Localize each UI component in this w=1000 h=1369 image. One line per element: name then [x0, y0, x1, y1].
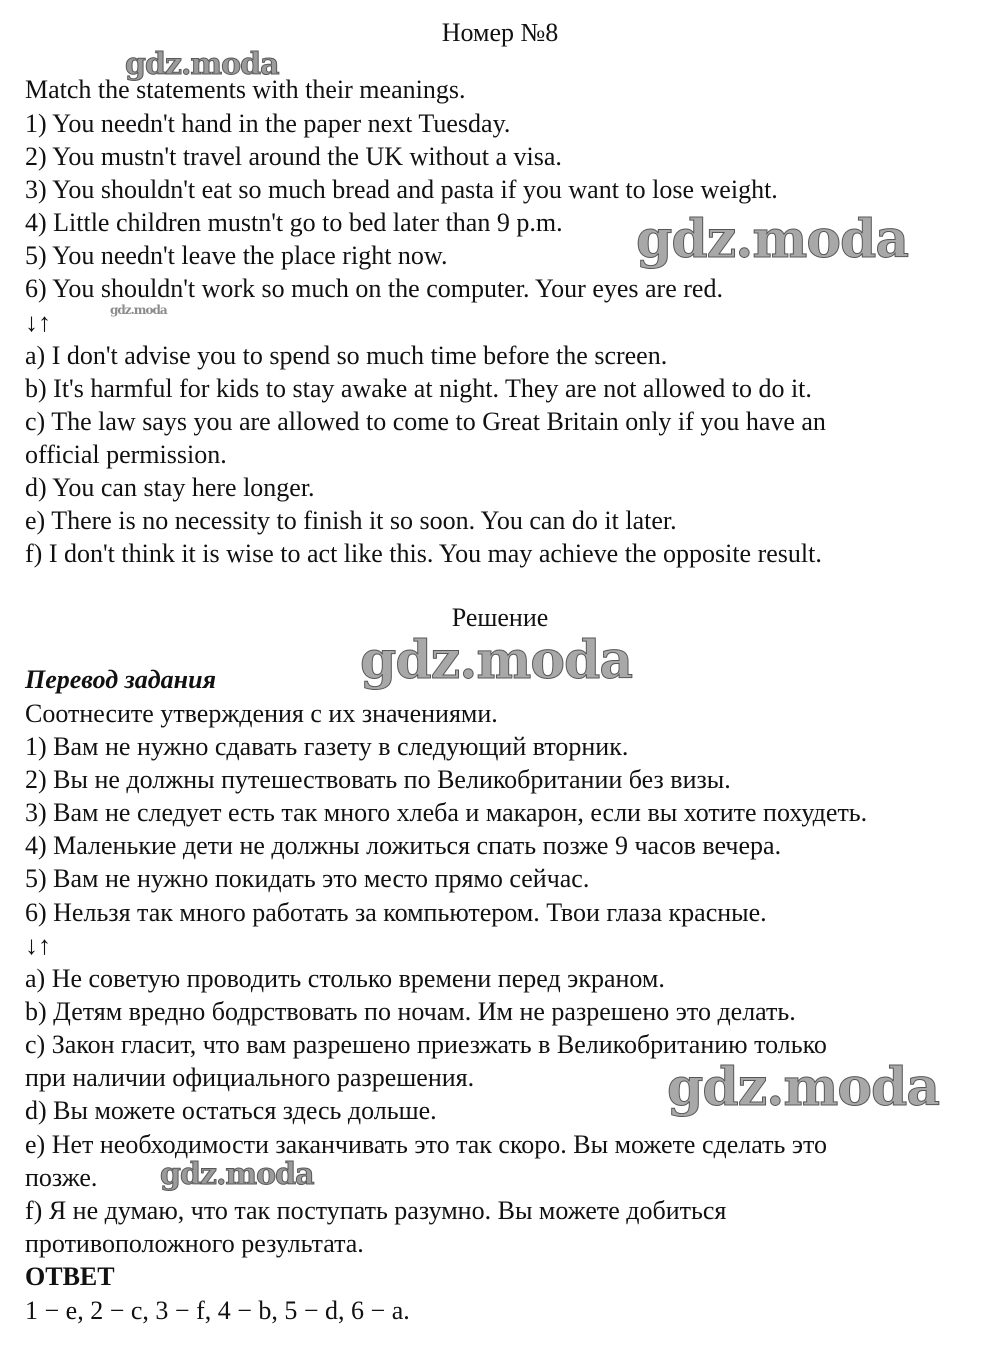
translation-meaning: противоположного результата.	[25, 1229, 364, 1258]
task-meaning: e) There is no necessity to finish it so soon. You can do it later.	[25, 506, 677, 535]
task-meaning: c) The law says you are allowed to come to Great Britain only if you have an	[25, 407, 826, 436]
translation-meaning: e) Нет необходимости заканчивать это так скоро. Вы можете сделать это	[25, 1130, 828, 1159]
translation-arrows: ↓↑	[25, 931, 51, 960]
task-meaning: b) It's harmful for kids to stay awake at night. They are not allowed to do it.	[25, 374, 812, 403]
task-arrows: ↓↑	[25, 308, 51, 337]
task-meaning: a) I don't advise you to spend so much time before the screen.	[25, 341, 668, 370]
task-meaning: d) You can stay here longer.	[25, 473, 315, 502]
answer-text: 1 − e, 2 − c, 3 − f, 4 − b, 5 − d, 6 − a.	[25, 1296, 410, 1325]
task-statement: 1) You needn't hand in the paper next Tuesday.	[25, 109, 511, 138]
task-statement: 2) You mustn't travel around the UK without a visa.	[25, 142, 562, 171]
watermark-logo: gdz.moda	[110, 303, 167, 317]
translation-statement: 2) Вы не должны путешествовать по Великобритании без визы.	[25, 765, 731, 794]
watermark-logo: gdz.moda	[125, 47, 279, 82]
watermark-logo: gdz.moda	[360, 630, 633, 691]
translation-statement: 4) Маленькие дети не должны ложиться спать позже 9 часов вечера.	[25, 831, 782, 860]
translation-heading: Перевод задания	[25, 665, 216, 694]
translation-statement: 1) Вам не нужно сдавать газету в следующий вторник.	[25, 732, 629, 761]
task-meaning: official permission.	[25, 440, 227, 469]
translation-instruction: Соотнесите утверждения с их значениями.	[25, 699, 498, 728]
translation-statement: 6) Нельзя так много работать за компьютером. Твои глаза красные.	[25, 898, 767, 927]
translation-meaning: позже.	[25, 1163, 98, 1192]
watermark-logo: gdz.moda	[636, 209, 909, 270]
translation-meaning: a) Не советую проводить столько времени перед экраном.	[25, 964, 665, 993]
answer-heading: ОТВЕТ	[25, 1262, 115, 1291]
translation-statement: 5) Вам не нужно покидать это место прямо сейчас.	[25, 864, 590, 893]
task-statement: 3) You shouldn't eat so much bread and pasta if you want to lose weight.	[25, 175, 778, 204]
task-statement: 5) You needn't leave the place right now.	[25, 241, 448, 270]
translation-meaning: c) Закон гласит, что вам разрешено приезжать в Великобританию только	[25, 1030, 827, 1059]
solution-heading: Решение	[451, 603, 549, 632]
page-title: Номер №8	[441, 18, 559, 47]
watermark-logo: gdz.moda	[160, 1157, 314, 1192]
translation-meaning: b) Детям вредно бодрствовать по ночам. Им не разрешено это делать.	[25, 997, 796, 1026]
task-instruction: Match the statements with their meanings.	[25, 75, 466, 104]
task-statement: 6) You shouldn't work so much on the computer. Your eyes are red.	[25, 274, 723, 303]
watermark-logo: gdz.moda	[667, 1057, 940, 1118]
translation-meaning: f) Я не думаю, что так поступать разумно. Вы можете добиться	[25, 1196, 727, 1225]
task-statement: 4) Little children mustn't go to bed later than 9 p.m.	[25, 208, 563, 237]
task-meaning: f) I don't think it is wise to act like this. You may achieve the opposite result.	[25, 539, 822, 568]
translation-meaning: d) Вы можете остаться здесь дольше.	[25, 1096, 437, 1125]
translation-statement: 3) Вам не следует есть так много хлеба и макарон, если вы хотите похудеть.	[25, 798, 868, 827]
translation-meaning: при наличии официального разрешения.	[25, 1063, 475, 1092]
